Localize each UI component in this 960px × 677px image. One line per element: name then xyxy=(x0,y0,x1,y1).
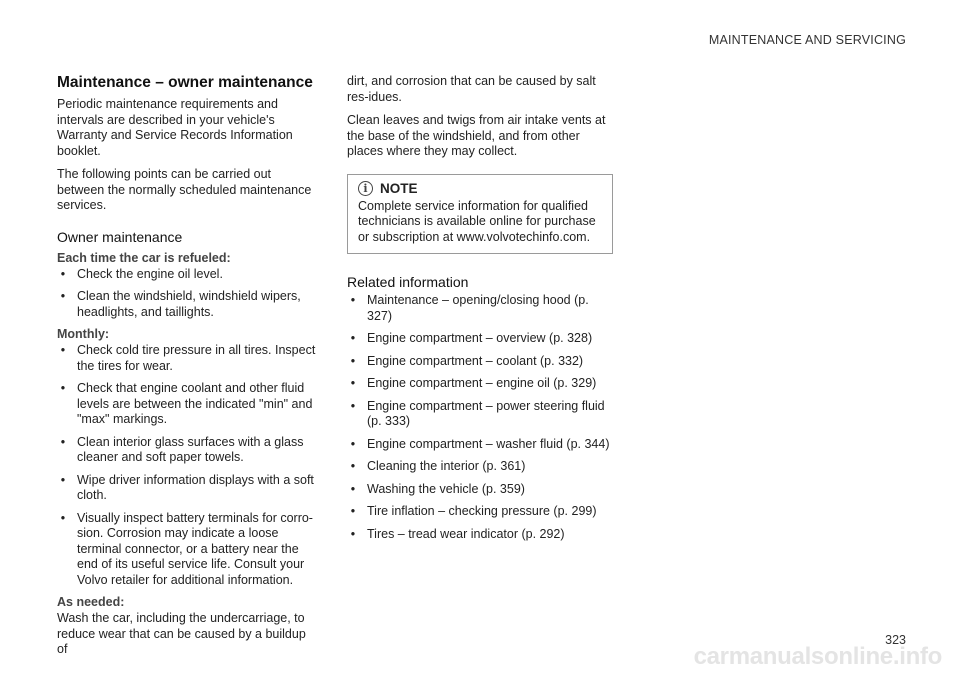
related-information-heading: Related information xyxy=(347,274,469,290)
bullet-icon: • xyxy=(60,266,66,281)
watermark: carmanualsonline.info xyxy=(693,643,942,670)
bullet-icon: • xyxy=(350,398,356,413)
bullet-icon: • xyxy=(60,434,66,449)
list-item: • Visually inspect battery terminals for corro-sion. Corrosion may indicate a loose terminal connector, or a battery near the end of its useful service life. Consult your Volvo retailer for additional information. xyxy=(57,511,319,589)
list-item: • Clean interior glass surfaces with a glass cleaner and soft paper towels. xyxy=(57,435,319,466)
related-link[interactable]: • Engine compartment – washer fluid (p. 344) xyxy=(347,437,613,453)
related-link[interactable]: • Engine compartment – coolant (p. 332) xyxy=(347,354,613,370)
monthly-heading: Monthly: xyxy=(57,327,110,341)
bullet-icon: • xyxy=(350,436,356,451)
bullet-icon: • xyxy=(350,459,356,473)
list-item: • Check cold tire pressure in all tires. Inspect the tires for wear. xyxy=(57,343,319,374)
left-column xyxy=(57,74,319,666)
bullet-icon: • xyxy=(60,343,66,357)
note-header xyxy=(358,181,602,196)
right-column xyxy=(347,74,613,549)
page-number: 323 xyxy=(885,633,906,647)
related-link[interactable]: • Engine compartment – overview (p. 328) xyxy=(347,331,613,347)
related-link[interactable]: • Washing the vehicle (p. 359) xyxy=(347,482,613,498)
related-link[interactable]: • Engine compartment – power steering fluid (p. 333) xyxy=(347,399,613,430)
intro-paragraph: Periodic maintenance requirements and intervals are described in your vehicle's Warranty and Service Records Information booklet. xyxy=(57,97,293,158)
related-link[interactable]: • Cleaning the interior (p. 361) xyxy=(347,459,613,475)
bullet-icon: • xyxy=(350,353,356,368)
info-icon: i xyxy=(358,181,373,196)
bullet-icon: • xyxy=(350,331,356,345)
list-item: • Clean the windshield, windshield wipers, headlights, and taillights. xyxy=(57,289,319,320)
bullet-icon: • xyxy=(60,472,66,487)
refueled-heading: Each time the car is refueled: xyxy=(57,250,231,265)
note-box xyxy=(347,174,613,255)
page-title: Maintenance – owner maintenance xyxy=(57,74,313,91)
related-list xyxy=(347,293,613,542)
note-body: Complete service information for qualified technicians is available online for purchase or subscription at www.volvotechinfo.com. xyxy=(358,198,596,244)
bullet-icon: • xyxy=(350,481,356,496)
as-needed-heading: As needed: xyxy=(57,595,125,609)
related-link[interactable]: • Maintenance – opening/closing hood (p. 327) xyxy=(347,293,613,324)
owner-maintenance-heading: Owner maintenance xyxy=(57,228,183,245)
related-link[interactable]: • Tires – tread wear indicator (p. 292) xyxy=(347,527,613,543)
as-needed-text: Wash the car, including the undercarriage, to reduce wear that can be caused by a buildup of xyxy=(57,611,306,656)
bullet-icon: • xyxy=(60,510,66,525)
list-item: • Check that engine coolant and other fluid levels are between the indicated "min" and "max" markings. xyxy=(57,381,319,428)
intro-paragraph: The following points can be carried out between the normally scheduled maintenance services. xyxy=(57,167,312,212)
monthly-list xyxy=(57,343,319,588)
bullet-icon: • xyxy=(350,293,356,307)
air-intake-paragraph: Clean leaves and twigs from air intake vents at the base of the windshield, and from other places where they may collect. xyxy=(347,113,606,158)
bullet-icon: • xyxy=(60,289,66,303)
related-link[interactable]: • Tire inflation – checking pressure (p. 299) xyxy=(347,504,613,520)
bullet-icon: • xyxy=(350,376,356,390)
bullet-icon: • xyxy=(350,526,356,541)
bullet-icon: • xyxy=(60,381,66,395)
bullet-icon: • xyxy=(350,504,356,518)
refueled-list xyxy=(57,267,319,321)
related-link[interactable]: • Engine compartment – engine oil (p. 329) xyxy=(347,376,613,392)
list-item: • Check the engine oil level. xyxy=(57,267,319,283)
note-title: NOTE xyxy=(380,180,418,196)
running-header: MAINTENANCE AND SERVICING xyxy=(708,33,906,47)
as-needed-text-continued: dirt, and corrosion that can be caused by salt res-idues. xyxy=(347,74,596,104)
list-item: • Wipe driver information displays with a soft cloth. xyxy=(57,473,319,504)
